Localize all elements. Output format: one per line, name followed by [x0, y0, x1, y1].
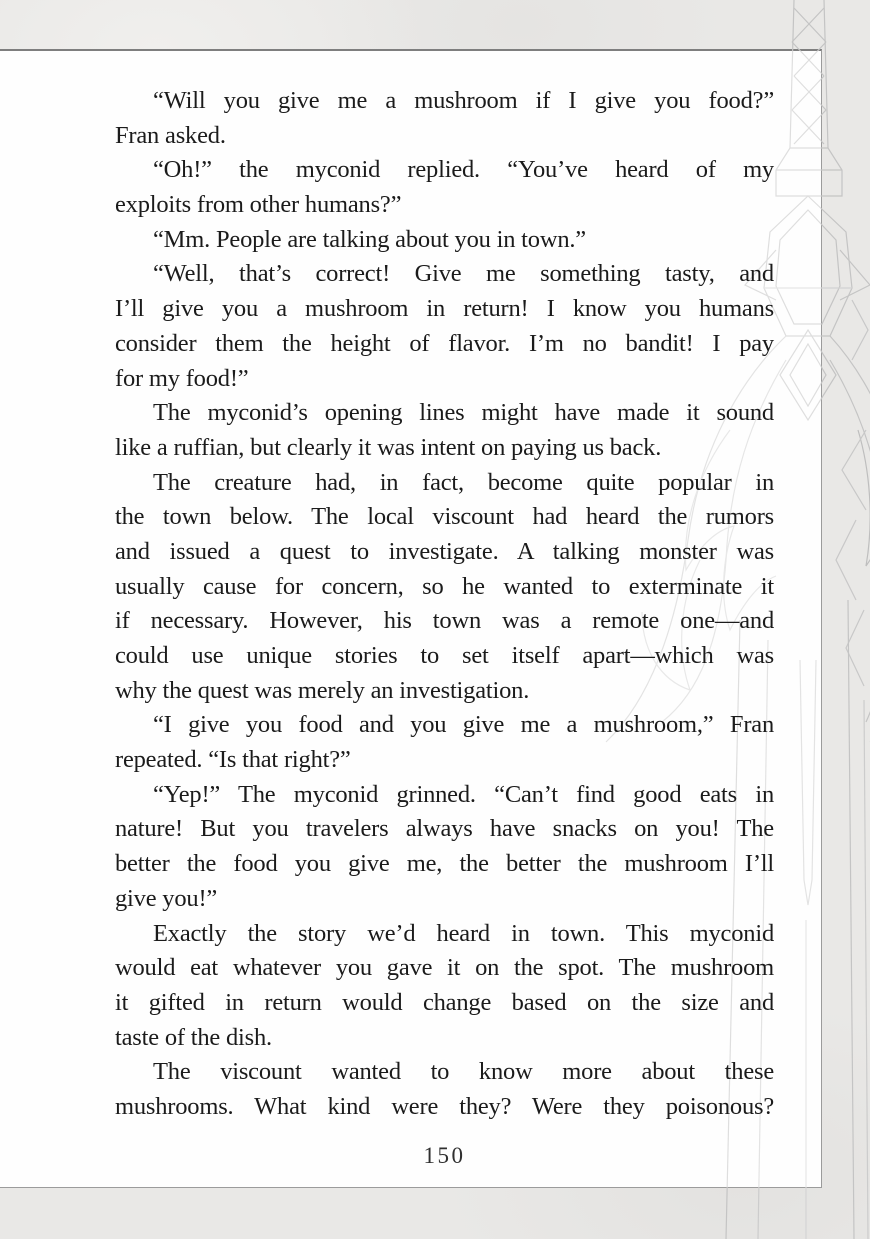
text-line: “Yep!” The myconid grinned. “Can’t find good eats in [153, 780, 774, 808]
text-line: the town below. The local viscount had heard the rumors [115, 503, 774, 531]
text-line: Fran asked. [115, 121, 226, 149]
text-line: “Well, that’s correct! Give me something tasty, and [153, 260, 774, 288]
text-line: it gifted in return would change based on the size and [115, 988, 774, 1016]
text-line: if necessary. However, his town was a remote one—and [115, 607, 774, 635]
text-line: like a ruffian, but clearly it was intent on paying us back. [115, 433, 662, 461]
text-line: mushrooms. What kind were they? Were they poisonous? [115, 1092, 774, 1120]
page-text [115, 84, 774, 1125]
text-line: exploits from other humans?” [115, 191, 402, 219]
text-line: could use unique stories to set itself apart—which was [115, 642, 774, 669]
text-line: why the quest was merely an investigation. [115, 676, 530, 704]
text-line: “I give you food and you give me a mushroom,” Fran [153, 711, 774, 739]
text-line: usually cause for concern, so he wanted to exterminate it [115, 572, 774, 600]
text-line: give you!” [115, 884, 218, 912]
text-line: for my food!” [115, 364, 249, 392]
text-line: “Mm. People are talking about you in town.” [153, 225, 586, 253]
page-number: 150 [423, 1143, 466, 1168]
text-line: consider them the height of flavor. I’m no bandit! I pay [115, 329, 774, 357]
text-line: nature! But you travelers always have snacks on you! The [115, 815, 774, 843]
text-line: The viscount wanted to know more about these [153, 1058, 774, 1086]
text-line: and issued a quest to investigate. A talking monster was [115, 537, 774, 565]
text-line: I’ll give you a mushroom in return! I know you humans [115, 295, 774, 323]
text-line: better the food you give me, the better the mushroom I’ll [115, 850, 774, 878]
text-line: “Will you give me a mushroom if I give you food?” [153, 87, 774, 114]
text-line: The creature had, in fact, become quite popular in [153, 468, 774, 496]
text-line: taste of the dish. [115, 1023, 272, 1051]
text-line: repeated. “Is that right?” [115, 746, 351, 774]
text-line: The myconid’s opening lines might have made it sound [153, 399, 774, 427]
text-line: would eat whatever you gave it on the spot. The mushroom [115, 954, 774, 982]
text-line: Exactly the story we’d heard in town. This myconid [153, 919, 774, 947]
text-line: “Oh!” the myconid replied. “You’ve heard of my [153, 156, 774, 184]
